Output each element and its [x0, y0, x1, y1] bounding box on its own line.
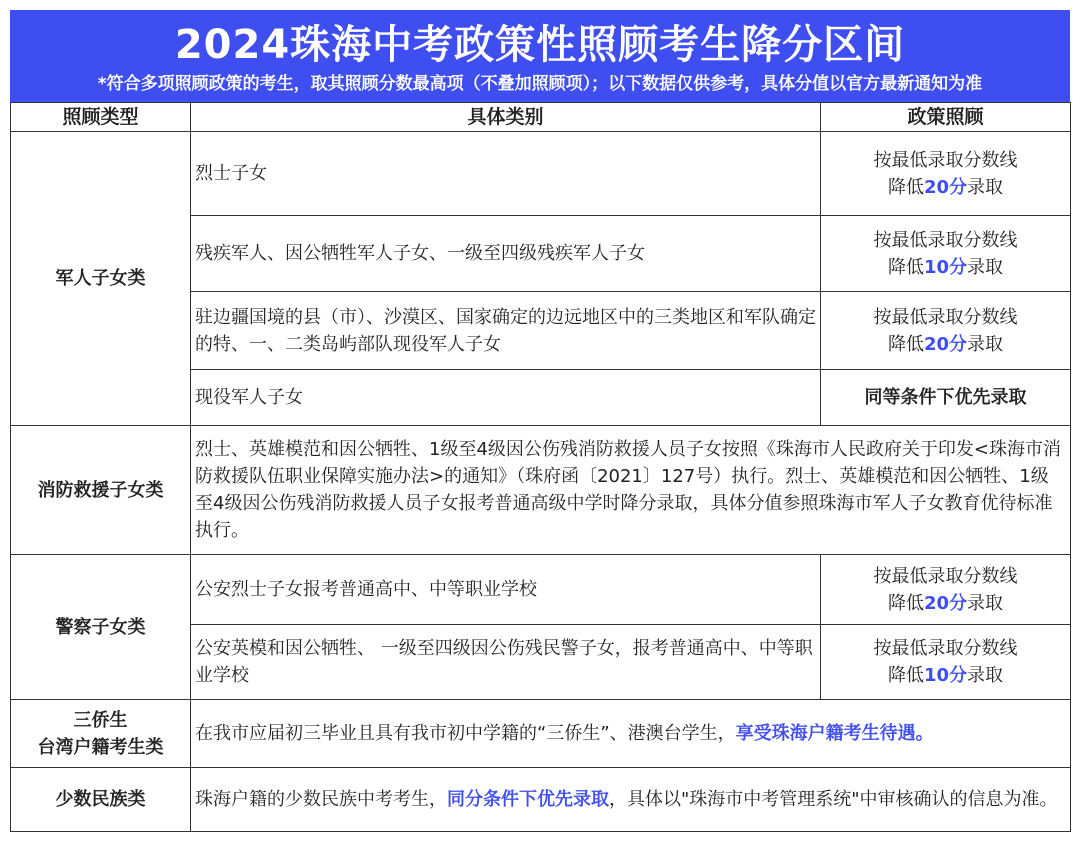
policy-cell: 同等条件下优先录取: [821, 370, 1071, 426]
detail-cell: 驻边疆国境的县（市）、沙漠区、国家确定的边远地区中的三类地区和军队确定的特、一、二类岛屿部队现役军人子女: [191, 292, 821, 370]
policy-text: 录取: [967, 333, 1004, 355]
policy-text: 降低: [887, 176, 924, 198]
detail-text: 在我市应届初三毕业且具有我市初中学籍的“三侨生”、港澳台学生，: [195, 723, 736, 744]
table-row: [11, 768, 1071, 832]
detail-cell: 现役军人子女: [191, 370, 821, 426]
policy-score: 10分: [923, 665, 968, 686]
policy-score: 20分: [923, 333, 968, 355]
policy-line: [825, 662, 1066, 689]
policy-cell: [821, 625, 1071, 700]
policy-line: 按最低录取分数线: [873, 638, 1018, 659]
policy-score: 10分: [923, 256, 968, 278]
policy-line: 按最低录取分数线: [873, 306, 1018, 328]
detail-cell: 公安烈士子女报考普通高中、中等职业学校: [191, 555, 821, 625]
policy-line: [825, 174, 1066, 201]
type-police: 警察子女类: [11, 555, 191, 700]
table-row: [11, 700, 1071, 768]
detail-text: 珠海户籍的少数民族中考考生，: [195, 789, 447, 810]
table-row: [11, 132, 1071, 216]
policy-text: 录取: [967, 176, 1004, 198]
page-title: 2024珠海中考政策性照顾考生降分区间: [174, 22, 906, 68]
detail-highlight: 享受珠海户籍考生待遇。: [735, 723, 934, 744]
column-header-type: 照顾类型: [11, 103, 191, 132]
detail-highlight: 同分条件下优先录取: [447, 789, 609, 810]
policy-line: [825, 331, 1066, 358]
detail-cell: 烈士子女: [191, 132, 821, 216]
policy-cell: [821, 292, 1071, 370]
policy-line: [825, 254, 1066, 281]
detail-cell: 烈士、英雄模范和因公牺牲、1级至4级因公伤残消防救援人员子女按照《珠海市人民政府关于印发<珠海市消防救援队伍职业保障实施办法>的通知》（珠府函〔2021〕127号）执行。烈士、英雄模范和因公牺牲、1级至4级因公伤残消防救援人员子女报考普通高级中学时降分录取，具体分值参照珠海市军人子女教育优待标准执行。: [191, 426, 1071, 555]
policy-text: 降低: [887, 256, 924, 278]
detail-cell: 残疾军人、因公牺牲军人子女、一级至四级残疾军人子女: [191, 216, 821, 292]
policy-text: 录取: [967, 592, 1004, 614]
policy-text: 录取: [967, 256, 1004, 278]
type-overseas: [11, 700, 191, 768]
policy-text: 降低: [887, 592, 924, 614]
detail-text: ，具体以"珠海市中考管理系统"中审核确认的信息为准。: [609, 789, 1058, 810]
policy-line: [825, 590, 1066, 617]
title-banner: [10, 10, 1070, 102]
type-fire-rescue: 消防救援子女类: [11, 426, 191, 555]
type-label-line: 三侨生: [73, 709, 128, 731]
table-header-row: [11, 103, 1071, 132]
column-header-detail: 具体类别: [191, 103, 821, 132]
type-minority: 少数民族类: [11, 768, 191, 832]
policy-text: 录取: [967, 665, 1004, 686]
policy-text: 降低: [887, 333, 924, 355]
policy-line: 按最低录取分数线: [873, 229, 1018, 251]
policy-table: [10, 102, 1071, 832]
disclaimer-note: *符合多项照顾政策的考生，取其照顾分数最高项（不叠加照顾项）；以下数据仅供参考，具体分值以官方最新通知为准: [97, 74, 983, 94]
policy-score: 20分: [923, 176, 968, 198]
column-header-policy: 政策照顾: [821, 103, 1071, 132]
policy-line: 按最低录取分数线: [873, 565, 1018, 587]
policy-cell: [821, 216, 1071, 292]
type-military: 军人子女类: [11, 132, 191, 426]
detail-cell: [191, 768, 1071, 832]
detail-cell: 公安英模和因公牺牲、 一级至四级因公伤残民警子女，报考普通高中、中等职业学校: [191, 625, 821, 700]
policy-score: 20分: [923, 592, 968, 614]
policy-cell: [821, 132, 1071, 216]
policy-text: 降低: [887, 665, 924, 686]
table-row: [11, 555, 1071, 625]
policy-cell: [821, 555, 1071, 625]
table-row: [11, 426, 1071, 555]
detail-cell: [191, 700, 1071, 768]
policy-line: 按最低录取分数线: [873, 149, 1018, 171]
type-label-line: 台湾户籍考生类: [37, 736, 164, 758]
